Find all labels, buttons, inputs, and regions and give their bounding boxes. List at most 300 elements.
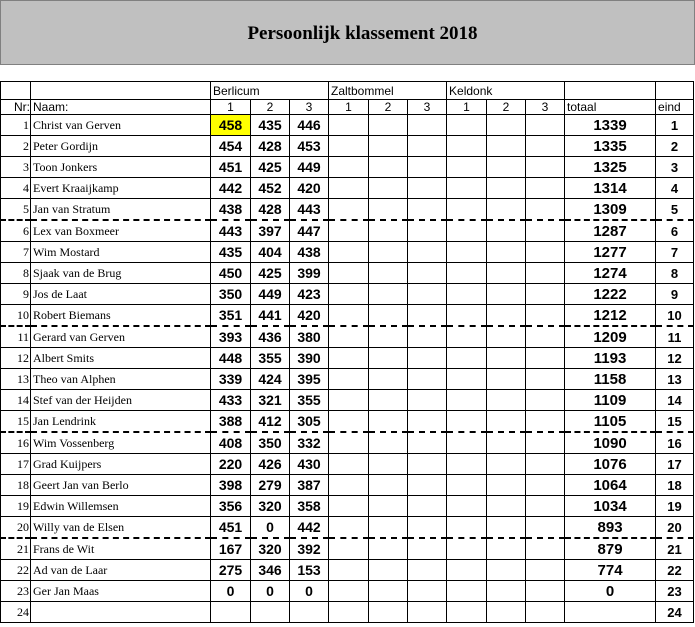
table-row (1, 220, 694, 242)
score-berlicum: 454 (211, 136, 251, 157)
row-number: 17 (1, 454, 31, 475)
score-keldonk (487, 178, 526, 199)
player-name: Stef van der Heijden (31, 390, 211, 411)
score-keldonk (447, 581, 487, 602)
row-number: 6 (1, 220, 31, 242)
score-zaltbommel (408, 432, 447, 454)
score-berlicum: 339 (211, 369, 251, 390)
final-rank: 16 (656, 432, 694, 454)
total-score: 1274 (565, 263, 656, 284)
score-keldonk (447, 263, 487, 284)
final-rank: 21 (656, 538, 694, 560)
score-zaltbommel (329, 496, 369, 517)
final-rank: 13 (656, 369, 694, 390)
score-berlicum: 346 (251, 560, 290, 581)
score-zaltbommel (408, 411, 447, 433)
header-round: 2 (487, 100, 526, 115)
score-berlicum: 438 (290, 242, 329, 263)
score-keldonk (526, 305, 565, 327)
score-keldonk (447, 432, 487, 454)
player-name: Jan van Stratum (31, 199, 211, 221)
score-zaltbommel (369, 454, 408, 475)
score-berlicum: 0 (290, 581, 329, 602)
score-berlicum: 430 (290, 454, 329, 475)
score-keldonk (526, 432, 565, 454)
table-row (1, 581, 694, 602)
score-keldonk (447, 178, 487, 199)
score-zaltbommel (329, 560, 369, 581)
score-berlicum: 450 (211, 263, 251, 284)
table-row (1, 369, 694, 390)
score-keldonk (526, 242, 565, 263)
score-berlicum: 320 (251, 538, 290, 560)
player-name: Wim Vossenberg (31, 432, 211, 454)
score-keldonk (487, 390, 526, 411)
score-zaltbommel (408, 242, 447, 263)
score-zaltbommel (408, 263, 447, 284)
score-keldonk (487, 199, 526, 221)
table-row (1, 517, 694, 539)
total-score: 893 (565, 517, 656, 539)
score-berlicum: 275 (211, 560, 251, 581)
table-row (1, 178, 694, 199)
score-zaltbommel (369, 263, 408, 284)
final-rank: 23 (656, 581, 694, 602)
score-berlicum: 387 (290, 475, 329, 496)
score-berlicum: 435 (211, 242, 251, 263)
table-row (1, 263, 694, 284)
final-rank: 24 (656, 602, 694, 623)
score-zaltbommel (329, 602, 369, 623)
score-zaltbommel (369, 475, 408, 496)
header-round: 3 (526, 100, 565, 115)
table-row (1, 284, 694, 305)
score-berlicum: 356 (211, 496, 251, 517)
score-keldonk (526, 538, 565, 560)
final-rank: 10 (656, 305, 694, 327)
total-score: 1212 (565, 305, 656, 327)
score-zaltbommel (408, 136, 447, 157)
total-score: 1325 (565, 157, 656, 178)
header-round: 2 (369, 100, 408, 115)
row-number: 14 (1, 390, 31, 411)
score-berlicum: 451 (211, 157, 251, 178)
header-round: 1 (447, 100, 487, 115)
total-score: 1158 (565, 369, 656, 390)
final-rank: 12 (656, 348, 694, 369)
score-keldonk (526, 454, 565, 475)
score-zaltbommel (329, 432, 369, 454)
score-berlicum: 423 (290, 284, 329, 305)
table-row (1, 602, 694, 623)
score-zaltbommel (329, 242, 369, 263)
total-score: 774 (565, 560, 656, 581)
ranking-table (0, 81, 694, 623)
score-zaltbommel (369, 220, 408, 242)
total-score: 1314 (565, 178, 656, 199)
score-berlicum: 426 (251, 454, 290, 475)
header-round: 1 (211, 100, 251, 115)
score-berlicum: 420 (290, 305, 329, 327)
score-berlicum: 321 (251, 390, 290, 411)
row-number: 22 (1, 560, 31, 581)
player-name: Frans de Wit (31, 538, 211, 560)
score-zaltbommel (408, 517, 447, 539)
score-zaltbommel (329, 411, 369, 433)
score-berlicum: 350 (251, 432, 290, 454)
table-row (1, 390, 694, 411)
score-keldonk (526, 411, 565, 433)
score-berlicum: 332 (290, 432, 329, 454)
score-keldonk (487, 115, 526, 136)
score-zaltbommel (329, 136, 369, 157)
score-keldonk (447, 538, 487, 560)
row-number: 1 (1, 115, 31, 136)
score-berlicum: 350 (211, 284, 251, 305)
score-keldonk (487, 220, 526, 242)
score-keldonk (526, 602, 565, 623)
total-score: 1209 (565, 326, 656, 348)
score-zaltbommel (329, 199, 369, 221)
total-score: 1090 (565, 432, 656, 454)
final-rank: 17 (656, 454, 694, 475)
group-header-row (1, 82, 694, 100)
player-name: Grad Kuijpers (31, 454, 211, 475)
player-name: Sjaak van de Brug (31, 263, 211, 284)
score-berlicum: 412 (251, 411, 290, 433)
score-berlicum: 443 (290, 199, 329, 221)
score-zaltbommel (408, 157, 447, 178)
header-eind: eind (656, 100, 694, 115)
player-name: Jan Lendrink (31, 411, 211, 433)
header-round: 3 (290, 100, 329, 115)
score-zaltbommel (369, 432, 408, 454)
score-zaltbommel (369, 178, 408, 199)
row-number: 20 (1, 517, 31, 539)
score-berlicum: 395 (290, 369, 329, 390)
score-keldonk (526, 199, 565, 221)
score-berlicum: 0 (251, 517, 290, 539)
player-name: Ad van de Laar (31, 560, 211, 581)
player-name (31, 602, 211, 623)
row-number: 12 (1, 348, 31, 369)
score-berlicum: 355 (251, 348, 290, 369)
table-row (1, 199, 694, 221)
final-rank: 2 (656, 136, 694, 157)
score-berlicum: 425 (251, 263, 290, 284)
score-keldonk (487, 538, 526, 560)
score-zaltbommel (408, 178, 447, 199)
table-row (1, 496, 694, 517)
header-nr: Nr: (1, 100, 31, 115)
score-zaltbommel (408, 496, 447, 517)
score-berlicum: 448 (211, 348, 251, 369)
final-rank: 7 (656, 242, 694, 263)
table-row (1, 136, 694, 157)
score-berlicum: 393 (211, 326, 251, 348)
score-zaltbommel (369, 326, 408, 348)
score-keldonk (447, 602, 487, 623)
group-keldonk: Keldonk (447, 82, 565, 100)
player-name: Peter Gordijn (31, 136, 211, 157)
score-keldonk (526, 284, 565, 305)
score-berlicum: 428 (251, 199, 290, 221)
total-score: 1076 (565, 454, 656, 475)
player-name: Theo van Alphen (31, 369, 211, 390)
row-number: 16 (1, 432, 31, 454)
score-berlicum: 443 (211, 220, 251, 242)
score-berlicum (251, 602, 290, 623)
score-keldonk (526, 369, 565, 390)
score-keldonk (526, 348, 565, 369)
score-zaltbommel (408, 220, 447, 242)
score-berlicum: 449 (251, 284, 290, 305)
score-keldonk (447, 115, 487, 136)
table-row (1, 242, 694, 263)
score-keldonk (526, 178, 565, 199)
score-zaltbommel (329, 115, 369, 136)
score-zaltbommel (369, 284, 408, 305)
score-keldonk (447, 517, 487, 539)
row-number: 19 (1, 496, 31, 517)
score-keldonk (526, 390, 565, 411)
table-row (1, 538, 694, 560)
table-row (1, 454, 694, 475)
score-berlicum: 220 (211, 454, 251, 475)
row-number: 10 (1, 305, 31, 327)
score-zaltbommel (369, 242, 408, 263)
score-keldonk (487, 348, 526, 369)
score-zaltbommel (408, 115, 447, 136)
score-zaltbommel (329, 305, 369, 327)
score-keldonk (487, 475, 526, 496)
score-keldonk (447, 136, 487, 157)
total-score: 1222 (565, 284, 656, 305)
score-zaltbommel (408, 199, 447, 221)
table-row (1, 157, 694, 178)
score-keldonk (447, 305, 487, 327)
header-round: 3 (408, 100, 447, 115)
score-keldonk (447, 326, 487, 348)
score-keldonk (447, 284, 487, 305)
total-score (565, 602, 656, 623)
score-keldonk (487, 263, 526, 284)
score-keldonk (526, 517, 565, 539)
final-rank: 20 (656, 517, 694, 539)
final-rank: 19 (656, 496, 694, 517)
score-keldonk (487, 517, 526, 539)
total-score: 1105 (565, 411, 656, 433)
score-zaltbommel (369, 496, 408, 517)
score-zaltbommel (329, 348, 369, 369)
total-score: 1034 (565, 496, 656, 517)
score-keldonk (526, 581, 565, 602)
score-berlicum (211, 602, 251, 623)
score-zaltbommel (408, 560, 447, 581)
total-score: 1109 (565, 390, 656, 411)
score-zaltbommel (408, 581, 447, 602)
final-rank: 8 (656, 263, 694, 284)
score-zaltbommel (369, 305, 408, 327)
score-keldonk (526, 136, 565, 157)
player-name: Wim Mostard (31, 242, 211, 263)
score-zaltbommel (329, 538, 369, 560)
score-berlicum: 279 (251, 475, 290, 496)
score-keldonk (487, 305, 526, 327)
score-berlicum: 390 (290, 348, 329, 369)
score-zaltbommel (369, 538, 408, 560)
score-zaltbommel (369, 348, 408, 369)
total-score: 1309 (565, 199, 656, 221)
score-berlicum: 153 (290, 560, 329, 581)
player-name: Robert Biemans (31, 305, 211, 327)
row-number: 11 (1, 326, 31, 348)
row-number: 21 (1, 538, 31, 560)
score-berlicum: 424 (251, 369, 290, 390)
total-score: 879 (565, 538, 656, 560)
score-zaltbommel (369, 157, 408, 178)
final-rank: 15 (656, 411, 694, 433)
player-name: Evert Kraaijkamp (31, 178, 211, 199)
score-berlicum: 425 (251, 157, 290, 178)
score-zaltbommel (329, 369, 369, 390)
score-berlicum: 305 (290, 411, 329, 433)
row-number: 5 (1, 199, 31, 221)
score-zaltbommel (369, 581, 408, 602)
final-rank: 11 (656, 326, 694, 348)
table-row (1, 411, 694, 433)
score-berlicum: 380 (290, 326, 329, 348)
score-berlicum: 438 (211, 199, 251, 221)
total-score: 1064 (565, 475, 656, 496)
score-zaltbommel (329, 581, 369, 602)
score-keldonk (526, 263, 565, 284)
score-zaltbommel (369, 199, 408, 221)
column-header-row (1, 100, 694, 115)
table-row (1, 115, 694, 136)
total-score: 1339 (565, 115, 656, 136)
score-zaltbommel (369, 517, 408, 539)
score-keldonk (487, 157, 526, 178)
score-berlicum: 167 (211, 538, 251, 560)
score-berlicum: 433 (211, 390, 251, 411)
score-berlicum: 408 (211, 432, 251, 454)
final-rank: 5 (656, 199, 694, 221)
score-keldonk (447, 220, 487, 242)
score-keldonk (447, 390, 487, 411)
player-name: Toon Jonkers (31, 157, 211, 178)
header-naam: Naam: (31, 100, 211, 115)
score-berlicum: 397 (251, 220, 290, 242)
score-berlicum: 399 (290, 263, 329, 284)
row-number: 2 (1, 136, 31, 157)
score-berlicum: 420 (290, 178, 329, 199)
row-number: 23 (1, 581, 31, 602)
total-score: 0 (565, 581, 656, 602)
score-berlicum: 358 (290, 496, 329, 517)
final-rank: 3 (656, 157, 694, 178)
group-berlicum: Berlicum (211, 82, 329, 100)
score-keldonk (487, 326, 526, 348)
player-name: Edwin Willemsen (31, 496, 211, 517)
score-keldonk (447, 199, 487, 221)
score-zaltbommel (329, 220, 369, 242)
score-zaltbommel (329, 178, 369, 199)
score-zaltbommel (329, 263, 369, 284)
score-berlicum: 320 (251, 496, 290, 517)
score-keldonk (487, 496, 526, 517)
score-berlicum: 355 (290, 390, 329, 411)
group-zaltbommel: Zaltbommel (329, 82, 447, 100)
score-keldonk (447, 348, 487, 369)
score-berlicum: 435 (251, 115, 290, 136)
score-zaltbommel (369, 136, 408, 157)
score-keldonk (487, 432, 526, 454)
score-keldonk (526, 220, 565, 242)
score-keldonk (487, 136, 526, 157)
score-zaltbommel (369, 560, 408, 581)
final-rank: 1 (656, 115, 694, 136)
score-keldonk (447, 369, 487, 390)
score-berlicum: 388 (211, 411, 251, 433)
score-zaltbommel (369, 390, 408, 411)
row-number: 3 (1, 157, 31, 178)
score-berlicum: 451 (211, 517, 251, 539)
score-berlicum: 442 (211, 178, 251, 199)
score-zaltbommel (329, 326, 369, 348)
score-zaltbommel (408, 305, 447, 327)
score-zaltbommel (329, 517, 369, 539)
score-keldonk (487, 411, 526, 433)
score-berlicum (290, 602, 329, 623)
score-keldonk (487, 602, 526, 623)
score-berlicum: 0 (251, 581, 290, 602)
score-berlicum: 351 (211, 305, 251, 327)
player-name: Willy van de Elsen (31, 517, 211, 539)
table-row (1, 432, 694, 454)
score-zaltbommel (408, 602, 447, 623)
score-keldonk (487, 284, 526, 305)
header-round: 1 (329, 100, 369, 115)
score-berlicum: 442 (290, 517, 329, 539)
page-title: Persoonlijk klassement 2018 (247, 23, 478, 44)
score-zaltbommel (369, 411, 408, 433)
score-keldonk (526, 115, 565, 136)
table-row (1, 475, 694, 496)
score-zaltbommel (408, 369, 447, 390)
score-zaltbommel (408, 454, 447, 475)
player-name: Ger Jan Maas (31, 581, 211, 602)
row-number: 24 (1, 602, 31, 623)
score-zaltbommel (329, 284, 369, 305)
score-berlicum: 428 (251, 136, 290, 157)
row-number: 7 (1, 242, 31, 263)
total-score: 1335 (565, 136, 656, 157)
score-keldonk (447, 411, 487, 433)
score-berlicum: 0 (211, 581, 251, 602)
table-row (1, 348, 694, 369)
score-keldonk (447, 496, 487, 517)
table-row (1, 326, 694, 348)
score-zaltbommel (408, 326, 447, 348)
final-rank: 22 (656, 560, 694, 581)
row-number: 8 (1, 263, 31, 284)
score-keldonk (526, 157, 565, 178)
score-berlicum: 452 (251, 178, 290, 199)
table-row (1, 305, 694, 327)
row-number: 13 (1, 369, 31, 390)
score-keldonk (487, 560, 526, 581)
